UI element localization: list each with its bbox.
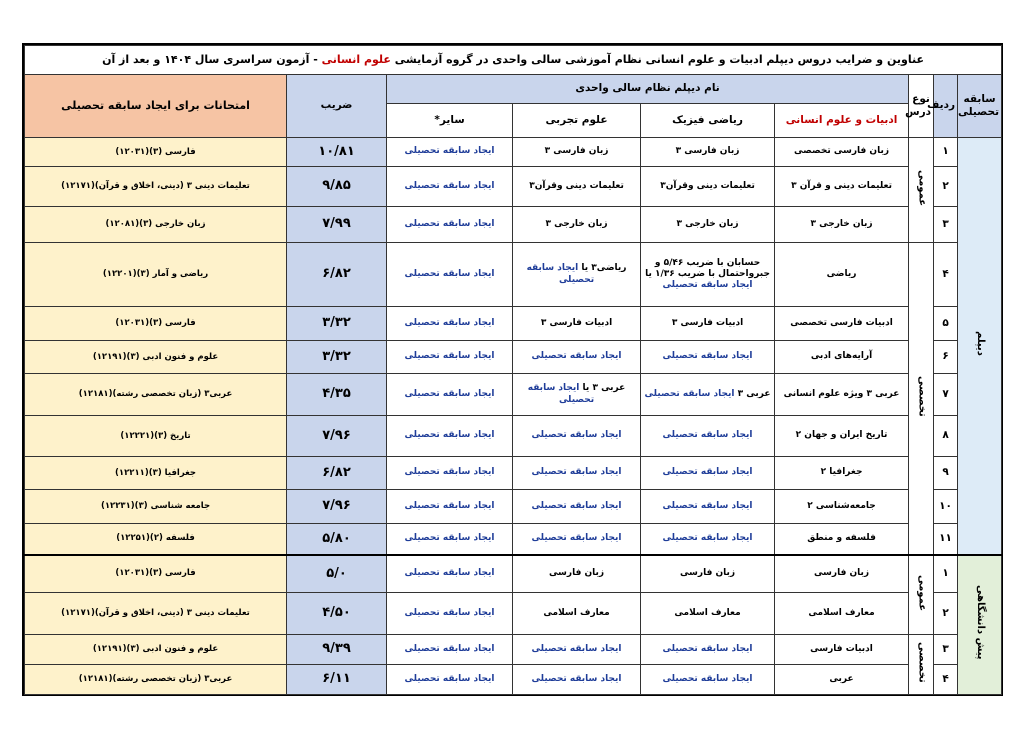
cell-experimental: معارف اسلامی [513, 593, 641, 635]
cell-humanities: زبان خارجی ۳ [775, 207, 909, 243]
group-pre-university-label: پیش دانشگاهی [974, 585, 986, 660]
cell-other: ایجاد سابقه تحصیلی [387, 167, 513, 207]
row-number: ۱۱ [934, 524, 958, 555]
table-row [25, 665, 1002, 695]
cell-experimental: تعلیمات دینی وقرآن۳ [513, 167, 641, 207]
cell-math-line: حسابان با ضریب ۵/۴۶ و [654, 257, 761, 268]
header-other: سایر* [387, 104, 513, 138]
cell-other: ایجاد سابقه تحصیلی [387, 524, 513, 555]
row-number: ۱ [934, 555, 958, 593]
cell-experimental: ایجاد سابقه تحصیلی [513, 635, 641, 665]
table-row [25, 307, 1002, 341]
header-row-1 [25, 75, 1002, 104]
cell-humanities: تعلیمات دینی و قرآن ۳ [775, 167, 909, 207]
course-type-label: عمومی [916, 169, 928, 206]
cell-exam: فارسی (۳)(۱۲۰۳۱) [25, 555, 287, 593]
table-row [25, 207, 1002, 243]
cell-experimental: ادبیات فارسی ۳ [513, 307, 641, 341]
cell-other: ایجاد سابقه تحصیلی [387, 207, 513, 243]
cell-humanities: ادبیات فارسی تخصصی [775, 307, 909, 341]
cell-math: ایجاد سابقه تحصیلی [641, 457, 775, 490]
cell-experimental: ایجاد سابقه تحصیلی [513, 665, 641, 695]
cell-math: ایجاد سابقه تحصیلی [641, 416, 775, 457]
cell-exam: علوم و فنون ادبی (۳)(۱۲۱۹۱) [25, 341, 287, 374]
cell-other: ایجاد سابقه تحصیلی [387, 665, 513, 695]
cell-math: معارف اسلامی [641, 593, 775, 635]
cell-exam: زبان خارجی (۳)(۱۲۰۸۱) [25, 207, 287, 243]
cell-exam: تاریخ (۳)(۱۲۲۲۱) [25, 416, 287, 457]
header-course-type: نوع درس [909, 75, 934, 138]
cell-math: ایجاد سابقه تحصیلی [641, 490, 775, 524]
cell-exam: عربی۳ (زبان تخصصی رشته)(۱۲۱۸۱) [25, 665, 287, 695]
header-humanities: ادبیات و علوم انسانی [775, 104, 909, 138]
cell-math-part: عربی ۳ [737, 388, 771, 399]
cell-experimental: ایجاد سابقه تحصیلی [513, 416, 641, 457]
title-highlight: علوم انسانی [321, 53, 391, 67]
row-number: ۴ [934, 243, 958, 307]
cell-exam: علوم و فنون ادبی (۳)(۱۲۱۹۱) [25, 635, 287, 665]
cell-other: ایجاد سابقه تحصیلی [387, 457, 513, 490]
cell-math: ادبیات فارسی ۳ [641, 307, 775, 341]
cell-other: ایجاد سابقه تحصیلی [387, 416, 513, 457]
row-number: ۵ [934, 307, 958, 341]
header-row-number: ردیف [934, 75, 958, 138]
cell-humanities: ادبیات فارسی [775, 635, 909, 665]
cell-humanities: عربی [775, 665, 909, 695]
cell-coefficient: ۷/۹۶ [287, 490, 387, 524]
table-row [25, 138, 1002, 167]
cell-exam: فلسفه (۲)(۱۲۲۵۱) [25, 524, 287, 555]
course-type-specialized [909, 635, 934, 695]
coefficients-table-sheet [22, 43, 1003, 696]
title-text-2: - آزمون سراسری سال ۱۴۰۴ و بعد از آن [102, 53, 318, 67]
cell-coefficient: ۹/۸۵ [287, 167, 387, 207]
row-number: ۴ [934, 665, 958, 695]
cell-experimental [513, 243, 641, 307]
cell-coefficient: ۳/۳۲ [287, 341, 387, 374]
cell-experimental: زبان فارسی [513, 555, 641, 593]
cell-other: ایجاد سابقه تحصیلی [387, 138, 513, 167]
cell-other: ایجاد سابقه تحصیلی [387, 593, 513, 635]
cell-humanities: جغرافیا ۲ [775, 457, 909, 490]
table-row [25, 416, 1002, 457]
cell-coefficient: ۶/۸۲ [287, 243, 387, 307]
course-type-specialized [909, 243, 934, 555]
title-text-1: عناوین و ضرایب دروس دیپلم ادبیات و علوم انسانی نظام آموزشی سالی واحدی در گروه آزمایشی [394, 53, 924, 67]
course-type-label: تخصصی [916, 375, 928, 417]
cell-humanities: زبان فارسی تخصصی [775, 138, 909, 167]
row-number: ۳ [934, 635, 958, 665]
cell-humanities: معارف اسلامی [775, 593, 909, 635]
cell-experimental: ایجاد سابقه تحصیلی [513, 457, 641, 490]
table-row [25, 374, 1002, 416]
cell-other: ایجاد سابقه تحصیلی [387, 374, 513, 416]
cell-coefficient: ۵/۸۰ [287, 524, 387, 555]
table-row [25, 635, 1002, 665]
cell-exam: عربی۳ (زبان تخصصی رشته)(۱۲۱۸۱) [25, 374, 287, 416]
table-row [25, 524, 1002, 555]
cell-coefficient: ۶/۸۲ [287, 457, 387, 490]
header-math-physics: ریاضی فیزیک [641, 104, 775, 138]
header-exams: امتحانات برای ایجاد سابقه تحصیلی [25, 75, 287, 138]
course-type-general [909, 555, 934, 635]
cell-coefficient: ۴/۳۵ [287, 374, 387, 416]
course-type-general [909, 138, 934, 243]
table-row [25, 593, 1002, 635]
cell-humanities: ریاضی [775, 243, 909, 307]
header-coefficient: ضریب [287, 75, 387, 138]
cell-other: ایجاد سابقه تحصیلی [387, 490, 513, 524]
cell-other: ایجاد سابقه تحصیلی [387, 307, 513, 341]
cell-math-line: ایجاد سابقه تحصیلی [662, 280, 753, 291]
header-diploma-name: نام دیپلم نظام سالی واحدی [387, 75, 909, 104]
cell-math [641, 243, 775, 307]
cell-humanities: جامعه‌شناسی ۲ [775, 490, 909, 524]
table-row [25, 341, 1002, 374]
course-type-label: عمومی [916, 574, 928, 611]
cell-exp-part: عربی ۳ یا [582, 383, 626, 394]
table-row [25, 555, 1002, 593]
cell-math: تعلیمات دینی وقرآن۳ [641, 167, 775, 207]
cell-coefficient: ۷/۹۹ [287, 207, 387, 243]
cell-other: ایجاد سابقه تحصیلی [387, 635, 513, 665]
cell-humanities: آرایه‌های ادبی [775, 341, 909, 374]
cell-other: ایجاد سابقه تحصیلی [387, 555, 513, 593]
cell-humanities: فلسفه و منطق [775, 524, 909, 555]
row-number: ۲ [934, 167, 958, 207]
title-row [25, 46, 1002, 75]
row-number: ۶ [934, 341, 958, 374]
row-number: ۹ [934, 457, 958, 490]
table-row [25, 457, 1002, 490]
cell-experimental: ایجاد سابقه تحصیلی [513, 490, 641, 524]
cell-exam: فارسی (۳)(۱۲۰۳۱) [25, 307, 287, 341]
cell-math: ایجاد سابقه تحصیلی [641, 635, 775, 665]
cell-other: ایجاد سابقه تحصیلی [387, 341, 513, 374]
cell-exam: تعلیمات دینی ۳ (دینی، اخلاق و قرآن)(۱۲۱۷۱) [25, 593, 287, 635]
cell-math-line: جبرواحتمال با ضریب ۱/۳۶ یا [645, 268, 770, 279]
row-number: ۱ [934, 138, 958, 167]
cell-other: ایجاد سابقه تحصیلی [387, 243, 513, 307]
cell-coefficient: ۳/۳۲ [287, 307, 387, 341]
cell-math: ایجاد سابقه تحصیلی [641, 524, 775, 555]
row-number: ۸ [934, 416, 958, 457]
cell-experimental: زبان خارجی ۳ [513, 207, 641, 243]
group-diploma-label: دیپلم [974, 331, 986, 357]
cell-math: زبان فارسی [641, 555, 775, 593]
header-history: سابقه تحصیلی [958, 75, 1002, 138]
cell-coefficient: ۹/۳۹ [287, 635, 387, 665]
table-row [25, 490, 1002, 524]
cell-math: زبان فارسی ۳ [641, 138, 775, 167]
header-experimental: علوم تجربی [513, 104, 641, 138]
cell-exam: جغرافیا (۳)(۱۲۲۱۱) [25, 457, 287, 490]
cell-coefficient: ۵/۰ [287, 555, 387, 593]
cell-exam: جامعه شناسی (۳)(۱۲۲۳۱) [25, 490, 287, 524]
cell-experimental: ایجاد سابقه تحصیلی [513, 524, 641, 555]
row-number: ۲ [934, 593, 958, 635]
cell-humanities: عربی ۳ ویژه علوم انسانی [775, 374, 909, 416]
cell-math: ایجاد سابقه تحصیلی [641, 341, 775, 374]
cell-math-part: ایجاد سابقه تحصیلی [644, 388, 735, 399]
cell-exp-part: ایجاد سابقه تحصیلی [527, 383, 595, 405]
course-type-label: تخصصی [916, 641, 928, 683]
row-number: ۳ [934, 207, 958, 243]
cell-humanities: زبان فارسی [775, 555, 909, 593]
cell-exam: فارسی (۳)(۱۲۰۳۱) [25, 138, 287, 167]
cell-experimental [513, 374, 641, 416]
cell-exam: ریاضی و آمار (۳)(۱۲۲۰۱) [25, 243, 287, 307]
cell-experimental: ایجاد سابقه تحصیلی [513, 341, 641, 374]
group-pre-university [958, 555, 1002, 695]
cell-exam: تعلیمات دینی ۳ (دینی، اخلاق و قرآن)(۱۲۱۷۱) [25, 167, 287, 207]
table-row [25, 167, 1002, 207]
group-diploma [958, 138, 1002, 555]
cell-experimental: زبان فارسی ۳ [513, 138, 641, 167]
row-number: ۷ [934, 374, 958, 416]
cell-humanities: تاریخ ایران و جهان ۲ [775, 416, 909, 457]
table-row [25, 243, 1002, 307]
cell-coefficient: ۴/۵۰ [287, 593, 387, 635]
cell-exp-part: ریاضی۳ یا [581, 263, 627, 274]
cell-exp-part: ایجاد سابقه تحصیلی [526, 263, 595, 285]
cell-math [641, 374, 775, 416]
cell-math: ایجاد سابقه تحصیلی [641, 665, 775, 695]
cell-coefficient: ۱۰/۸۱ [287, 138, 387, 167]
cell-math: زبان خارجی ۳ [641, 207, 775, 243]
page-title [25, 46, 1002, 75]
cell-coefficient: ۶/۱۱ [287, 665, 387, 695]
coefficients-table [24, 45, 1002, 695]
row-number: ۱۰ [934, 490, 958, 524]
cell-coefficient: ۷/۹۶ [287, 416, 387, 457]
